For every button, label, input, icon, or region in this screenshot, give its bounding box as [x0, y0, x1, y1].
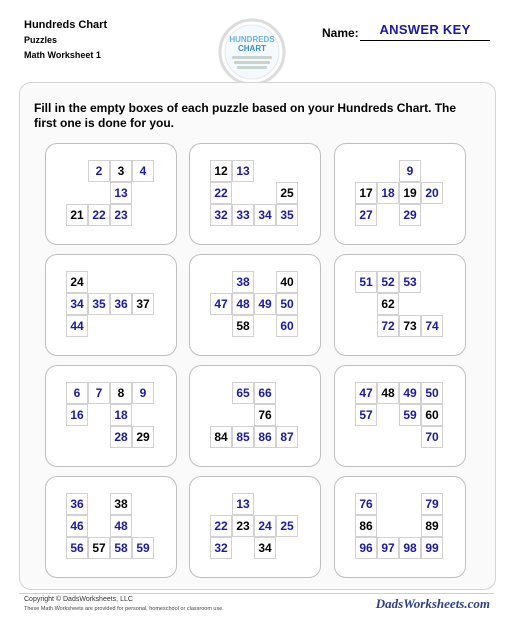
given-cell: 89	[421, 515, 443, 537]
dadsworksheets-logo	[356, 594, 492, 612]
answer-cell: 22	[210, 182, 232, 204]
brand-text: DadsWorksheets.com	[375, 596, 490, 611]
answer-cell: 36	[110, 293, 132, 315]
copyright: Copyright © DadsWorksheets, LLC	[24, 596, 133, 603]
worksheet-subtitle: Puzzles	[24, 35, 58, 45]
puzzle-9	[334, 365, 466, 467]
given-cell: 17	[355, 182, 377, 204]
worksheet-title: Hundreds Chart	[24, 19, 108, 31]
instructions: Fill in the empty boxes of each puzzle based on your Hundreds Chart. The first one is done for you.	[34, 101, 457, 130]
puzzle-3	[334, 143, 466, 245]
answer-cell: 18	[110, 404, 132, 426]
given-cell: 73	[399, 315, 421, 337]
answer-cell: 34	[66, 293, 88, 315]
answer-cell: 23	[110, 204, 132, 226]
answer-cell: 13	[232, 160, 254, 182]
puzzle-1	[45, 143, 177, 245]
answer-cell: 87	[276, 426, 298, 448]
name-answer-key: ANSWER KEY	[379, 22, 471, 37]
usage-note: These Math Worksheets are provided for personal, homeschool or classroom use.	[24, 606, 224, 612]
name-label: Name:	[322, 26, 359, 40]
answer-cell: 57	[355, 404, 377, 426]
given-cell: 21	[66, 204, 88, 226]
puzzle-4	[45, 254, 177, 356]
answer-cell: 85	[232, 426, 254, 448]
answer-cell: 79	[421, 493, 443, 515]
given-cell: 37	[132, 293, 154, 315]
answer-cell: 59	[399, 404, 421, 426]
answer-cell: 24	[254, 515, 276, 537]
answer-cell: 25	[276, 515, 298, 537]
answer-cell: 29	[399, 204, 421, 226]
answer-cell: 34	[254, 204, 276, 226]
answer-cell: 74	[421, 315, 443, 337]
puzzle-2	[189, 143, 321, 245]
given-cell: 24	[66, 271, 88, 293]
given-cell: 19	[399, 182, 421, 204]
answer-cell: 32	[210, 537, 232, 559]
given-cell: 58	[232, 315, 254, 337]
answer-cell: 6	[66, 382, 88, 404]
answer-cell: 96	[355, 537, 377, 559]
puzzle-6	[334, 254, 466, 356]
answer-cell: 53	[399, 271, 421, 293]
worksheet-number: Math Worksheet 1	[24, 50, 101, 60]
answer-cell: 38	[232, 271, 254, 293]
answer-cell: 65	[232, 382, 254, 404]
answer-cell: 18	[377, 182, 399, 204]
answer-cell: 66	[254, 382, 276, 404]
answer-cell: 13	[232, 493, 254, 515]
given-cell: 84	[210, 426, 232, 448]
name-underline	[360, 40, 490, 41]
given-cell: 86	[355, 515, 377, 537]
given-cell: 57	[88, 537, 110, 559]
given-cell: 40	[276, 271, 298, 293]
answer-cell: 33	[232, 204, 254, 226]
answer-cell: 46	[66, 515, 88, 537]
answer-cell: 60	[276, 315, 298, 337]
given-cell: 62	[377, 293, 399, 315]
answer-cell: 70	[421, 426, 443, 448]
answer-cell: 32	[210, 204, 232, 226]
puzzle-7	[45, 365, 177, 467]
answer-cell: 36	[66, 493, 88, 515]
answer-cell: 35	[88, 293, 110, 315]
answer-cell: 4	[132, 160, 154, 182]
given-cell: 12	[210, 160, 232, 182]
answer-cell: 72	[377, 315, 399, 337]
given-cell: 60	[421, 404, 443, 426]
answer-cell: 28	[110, 426, 132, 448]
answer-cell: 13	[110, 182, 132, 204]
answer-cell: 47	[355, 382, 377, 404]
logo-text-line1: HUNDREDS	[229, 35, 275, 44]
answer-cell: 51	[355, 271, 377, 293]
puzzle-8	[189, 365, 321, 467]
answer-cell: 49	[399, 382, 421, 404]
puzzle-10	[45, 476, 177, 578]
given-cell: 23	[232, 515, 254, 537]
answer-cell: 59	[132, 537, 154, 559]
answer-cell: 20	[421, 182, 443, 204]
puzzle-5	[189, 254, 321, 356]
answer-cell: 50	[421, 382, 443, 404]
given-cell: 29	[132, 426, 154, 448]
answer-cell: 7	[88, 382, 110, 404]
answer-cell: 50	[276, 293, 298, 315]
given-cell: 8	[110, 382, 132, 404]
given-cell: 48	[377, 382, 399, 404]
answer-cell: 56	[66, 537, 88, 559]
answer-cell: 49	[254, 293, 276, 315]
given-cell: 25	[276, 182, 298, 204]
answer-cell: 2	[88, 160, 110, 182]
answer-cell: 35	[276, 204, 298, 226]
answer-cell: 27	[355, 204, 377, 226]
answer-cell: 86	[254, 426, 276, 448]
answer-cell: 47	[210, 293, 232, 315]
answer-cell: 48	[110, 515, 132, 537]
answer-cell: 9	[132, 382, 154, 404]
hundreds-chart-logo	[218, 18, 286, 86]
answer-cell: 58	[110, 537, 132, 559]
answer-cell: 52	[377, 271, 399, 293]
answer-cell: 44	[66, 315, 88, 337]
answer-cell: 76	[355, 493, 377, 515]
puzzle-11	[189, 476, 321, 578]
answer-cell: 98	[399, 537, 421, 559]
answer-cell: 22	[88, 204, 110, 226]
given-cell: 38	[110, 493, 132, 515]
answer-cell: 16	[66, 404, 88, 426]
given-cell: 3	[110, 160, 132, 182]
answer-cell: 48	[232, 293, 254, 315]
given-cell: 76	[254, 404, 276, 426]
given-cell: 34	[254, 537, 276, 559]
logo-text-line2: CHART	[238, 44, 266, 53]
puzzle-12	[334, 476, 466, 578]
answer-cell: 9	[399, 160, 421, 182]
answer-cell: 97	[377, 537, 399, 559]
answer-cell: 22	[210, 515, 232, 537]
answer-cell: 99	[421, 537, 443, 559]
